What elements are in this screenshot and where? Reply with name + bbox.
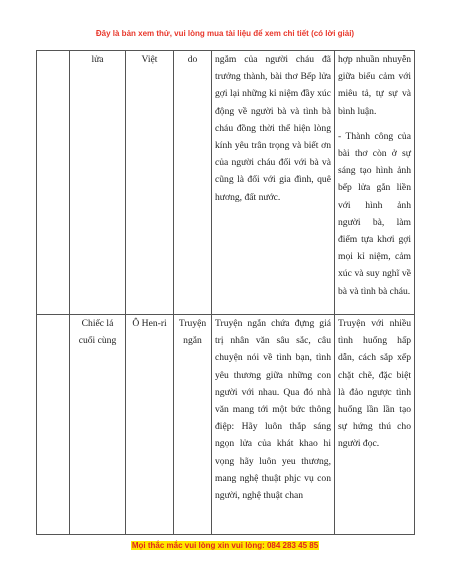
author-cell <box>126 315 174 535</box>
work-title-cell: lửa <box>70 51 126 315</box>
table-row <box>37 51 415 315</box>
art-text-1: Truyện với nhiều tình huống hấp dẫn, cách sắp xếp chặt chẽ, đặc biệt là đảo ngược tình huống lần lần tạo sự hứng thú cho người đọc. <box>338 318 411 450</box>
art-cell <box>335 51 415 315</box>
content-text: Truyện ngắn chứa đựng giá trị nhân văn sâu sắc, câu chuyện nói về tình bạn, tình yêu thương giữa những con người với nhau. Qua đó nhà văn mang tới một bức thông điệp: Hãy luôn thắp sáng ngọn lửa của khát khao hi vọng hãy luôn yeu thương, mang nghệ thuật phjc vụ con người, nghệ thuật chan <box>215 318 331 502</box>
preview-notice-banner: Đây là bản xem thử, vui lòng mua tài liệu để xem chi tiết (có lời giải) <box>95 29 355 38</box>
table-row <box>37 315 415 535</box>
row-index-cell <box>37 51 70 315</box>
contact-footer-text: Mọi thắc mắc vui lòng xin vui lòng: 084 283 45 85 <box>131 541 319 550</box>
content-text: ngắm của người cháu đã trưởng thành, bài thơ Bếp lửa gợi lại những kỉ niệm đầy xúc động về người bà và tình bà cháu đồng thời thể hiện lòng kính yêu trân trọng và biết ơn của người cháu đối với bà và cũng là đối với gia đình, quê hương, đất nước. <box>215 54 331 203</box>
content-cell <box>212 315 335 535</box>
genre-text: Truyện ngắn <box>178 318 207 347</box>
literature-summary-table <box>36 50 415 535</box>
art-text-2: - Thành công của bài thơ còn ở sự sáng tạo hình ảnh bếp lửa gắn liền với hình ảnh người bà, làm điểm tựa khơi gợi mọi kỉ niệm, cảm xúc và suy nghĩ về bà và tình bà cháu. <box>338 130 411 297</box>
work-title-text: Chiếc lá cuối cùng <box>78 318 117 347</box>
work-title-cell <box>70 315 126 535</box>
content-cell <box>212 51 335 315</box>
genre-cell <box>174 315 212 535</box>
art-cell <box>335 315 415 535</box>
author-text: Ô Hen-ri <box>132 318 167 329</box>
row-index-cell <box>37 315 70 535</box>
art-text-1: hợp nhuần nhuyễn giữa biểu cảm với miêu tả, tự sự và bình luận. <box>338 54 411 117</box>
contact-footer-banner <box>0 541 450 550</box>
author-cell: Việt <box>126 51 174 315</box>
genre-cell: do <box>174 51 212 315</box>
